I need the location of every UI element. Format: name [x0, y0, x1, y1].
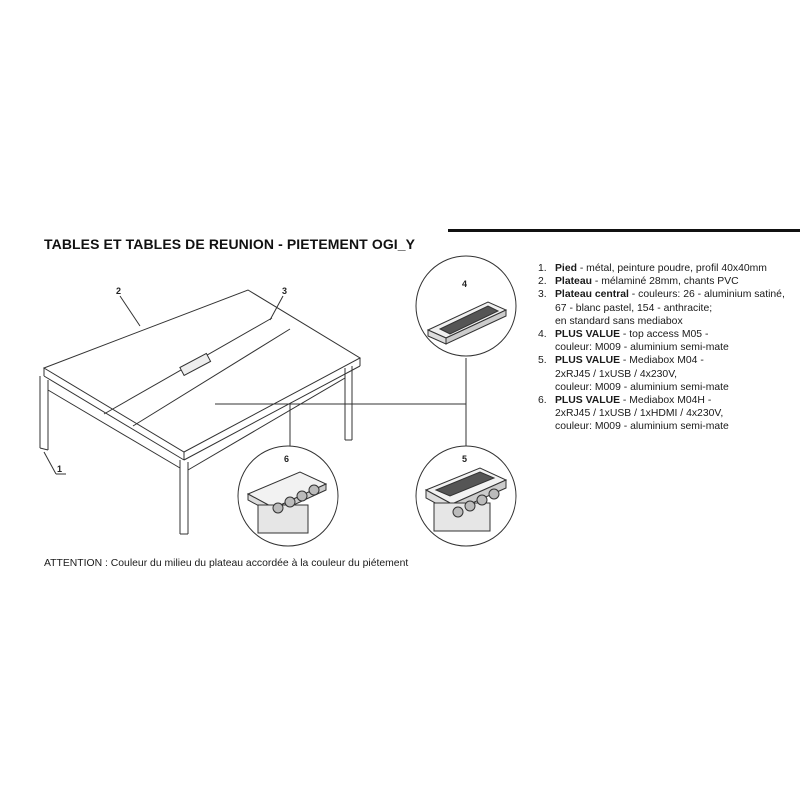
legend-item-6	[538, 394, 800, 434]
callout-4: 4	[462, 279, 468, 289]
legend-text: 2xRJ45 / 1xUSB / 4x230V,	[555, 368, 678, 380]
legend-number: 4.	[538, 329, 547, 341]
legend-label: PLUS VALUE	[555, 395, 621, 407]
detail-circle-4	[416, 256, 516, 356]
callout-1: 1	[57, 464, 63, 474]
legend-item-5	[538, 354, 800, 394]
legend-text: - Mediabox M04 -	[620, 355, 704, 367]
legend-text: - top access M05 -	[620, 329, 709, 341]
legend-text: - Mediabox M04H -	[620, 395, 712, 407]
legend-item-2	[538, 275, 800, 288]
page-title: TABLES ET TABLES DE REUNION - PIETEMENT OGI_Y	[44, 236, 416, 252]
legend-item-4	[538, 328, 800, 354]
legend-label: Plateau	[555, 276, 592, 288]
legend-text: - couleurs: 26 - aluminium satiné,	[628, 289, 785, 301]
legend-number: 2.	[538, 276, 547, 288]
leader-1	[44, 452, 56, 474]
callout-2: 2	[116, 286, 122, 296]
legend-label: Pied	[555, 263, 577, 274]
legend-number: 3.	[538, 289, 547, 301]
legend-number: 5.	[538, 355, 547, 367]
leader-2	[120, 296, 140, 326]
legend-item-1	[538, 262, 800, 275]
legend-label: PLUS VALUE	[555, 355, 621, 367]
legend-number: 6.	[538, 395, 547, 407]
legend-label: PLUS VALUE	[555, 329, 621, 341]
parts-legend	[538, 262, 800, 434]
legend-item-3	[538, 288, 800, 328]
legend-text: 67 - blanc pastel, 154 - anthracite;	[555, 302, 713, 314]
legend-text: couleur: M009 - aluminium semi-mate	[555, 381, 729, 393]
legend-number: 1.	[538, 263, 547, 274]
legend-label: Plateau central	[555, 289, 629, 301]
callout-5: 5	[462, 454, 468, 464]
legend-text: couleur: M009 - aluminium semi-mate	[555, 342, 729, 354]
table-top	[44, 290, 360, 452]
legend-text: 2xRJ45 / 1xUSB / 1xHDMI / 4x230V,	[555, 408, 724, 420]
legend-text: - métal, peinture poudre, profil 40x40mm	[576, 263, 767, 274]
legend-text: couleur: M009 - aluminium semi-mate	[555, 421, 729, 433]
callout-3: 3	[282, 286, 288, 296]
attention-note: ATTENTION : Couleur du milieu du plateau accordée à la couleur du piétement	[44, 558, 409, 569]
legend-text: - mélaminé 28mm, chants PVC	[591, 276, 739, 288]
callout-6: 6	[284, 454, 290, 464]
legend-text: en standard sans mediabox	[555, 315, 683, 327]
